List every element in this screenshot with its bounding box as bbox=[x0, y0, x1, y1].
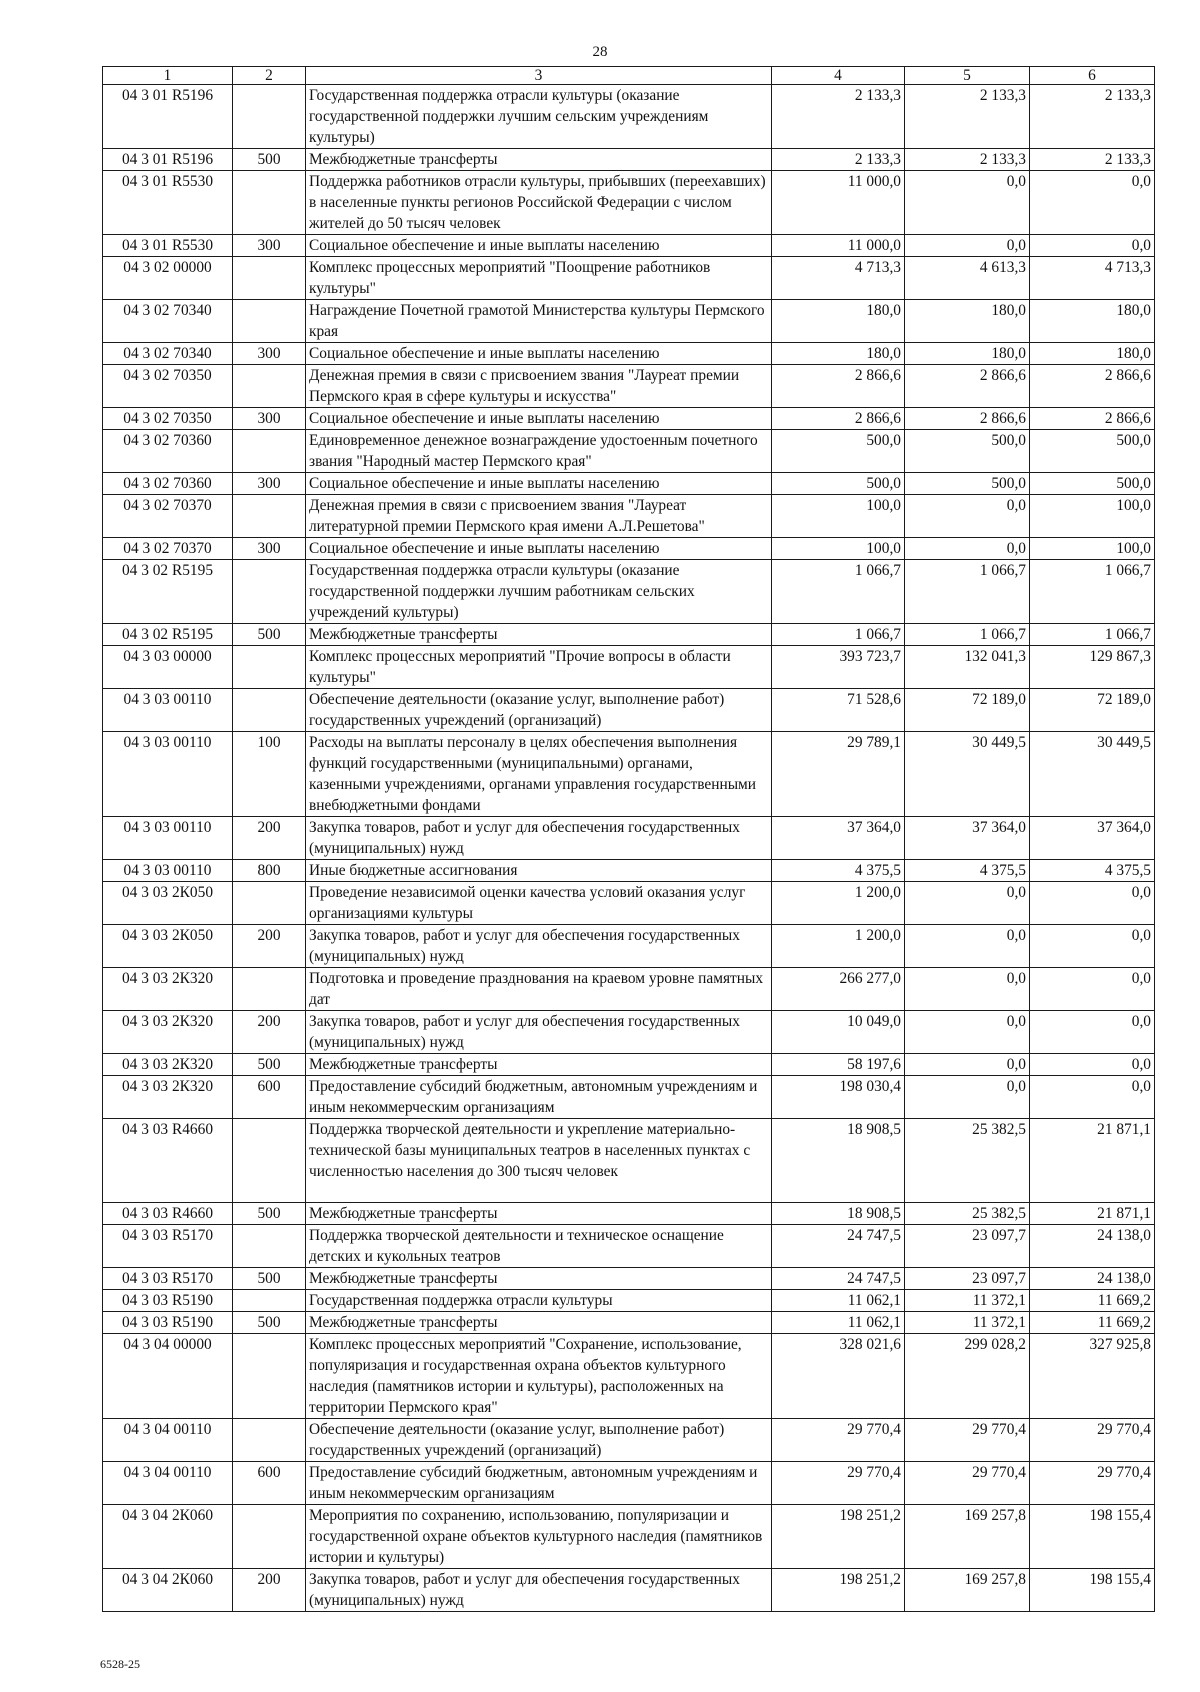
row-value-col-6: 0,0 bbox=[1030, 171, 1155, 235]
row-name: Межбюджетные трансферты bbox=[306, 624, 772, 646]
header-col-5: 5 bbox=[905, 67, 1030, 85]
header-col-4: 4 bbox=[772, 67, 905, 85]
row-code: 04 3 03 R4660 bbox=[103, 1119, 233, 1203]
budget-table bbox=[102, 66, 1155, 1612]
row-expense-type: 200 bbox=[233, 925, 306, 968]
row-value-col-5: 23 097,7 bbox=[905, 1268, 1030, 1290]
row-code: 04 3 02 70350 bbox=[103, 408, 233, 430]
table-row bbox=[103, 560, 1155, 624]
row-value-col-5: 0,0 bbox=[905, 1011, 1030, 1054]
row-code: 04 3 04 00110 bbox=[103, 1419, 233, 1462]
row-expense-type: 200 bbox=[233, 817, 306, 860]
row-name: Награждение Почетной грамотой Министерства культуры Пермского края bbox=[306, 300, 772, 343]
row-value-col-4: 2 866,6 bbox=[772, 365, 905, 408]
row-value-col-5: 0,0 bbox=[905, 882, 1030, 925]
row-value-col-5: 180,0 bbox=[905, 343, 1030, 365]
table-row bbox=[103, 968, 1155, 1011]
table-row bbox=[103, 473, 1155, 495]
row-value-col-6: 0,0 bbox=[1030, 882, 1155, 925]
row-code: 04 3 02 00000 bbox=[103, 257, 233, 300]
row-code: 04 3 03 00110 bbox=[103, 689, 233, 732]
row-expense-type: 300 bbox=[233, 408, 306, 430]
row-name: Закупка товаров, работ и услуг для обеспечения государственных (муниципальных) нужд bbox=[306, 1011, 772, 1054]
row-code: 04 3 01 R5530 bbox=[103, 171, 233, 235]
row-code: 04 3 01 R5196 bbox=[103, 149, 233, 171]
row-value-col-5: 11 372,1 bbox=[905, 1290, 1030, 1312]
row-value-col-5: 169 257,8 bbox=[905, 1505, 1030, 1569]
row-value-col-6: 180,0 bbox=[1030, 300, 1155, 343]
table-row bbox=[103, 85, 1155, 149]
row-value-col-6: 0,0 bbox=[1030, 235, 1155, 257]
row-name: Единовременное денежное вознаграждение удостоенным почетного звания "Народный мастер Пермского края" bbox=[306, 430, 772, 473]
table-row bbox=[103, 1290, 1155, 1312]
row-code: 04 3 03 2К320 bbox=[103, 1054, 233, 1076]
row-value-col-4: 4 713,3 bbox=[772, 257, 905, 300]
row-name: Иные бюджетные ассигнования bbox=[306, 860, 772, 882]
row-code: 04 3 04 2К060 bbox=[103, 1569, 233, 1612]
row-value-col-5: 0,0 bbox=[905, 1054, 1030, 1076]
row-name: Мероприятия по сохранению, использованию, популяризации и государственной охране объектов культурного наследия (памятников истории и культуры) bbox=[306, 1505, 772, 1569]
row-value-col-6: 0,0 bbox=[1030, 1054, 1155, 1076]
row-expense-type bbox=[233, 1334, 306, 1419]
row-value-col-5: 23 097,7 bbox=[905, 1225, 1030, 1268]
row-expense-type bbox=[233, 1119, 306, 1203]
row-value-col-4: 10 049,0 bbox=[772, 1011, 905, 1054]
row-value-col-4: 198 251,2 bbox=[772, 1505, 905, 1569]
row-value-col-6: 2 133,3 bbox=[1030, 85, 1155, 149]
row-expense-type bbox=[233, 171, 306, 235]
table-row bbox=[103, 538, 1155, 560]
row-value-col-5: 25 382,5 bbox=[905, 1119, 1030, 1203]
row-value-col-5: 11 372,1 bbox=[905, 1312, 1030, 1334]
row-value-col-5: 2 866,6 bbox=[905, 365, 1030, 408]
table-row bbox=[103, 882, 1155, 925]
row-code: 04 3 02 R5195 bbox=[103, 624, 233, 646]
row-expense-type bbox=[233, 300, 306, 343]
row-name: Межбюджетные трансферты bbox=[306, 1268, 772, 1290]
document-footer-code: 6528-25 bbox=[100, 1657, 140, 1671]
row-expense-type bbox=[233, 560, 306, 624]
row-value-col-6: 2 866,6 bbox=[1030, 365, 1155, 408]
row-value-col-6: 30 449,5 bbox=[1030, 732, 1155, 817]
row-value-col-6: 100,0 bbox=[1030, 495, 1155, 538]
row-value-col-4: 4 375,5 bbox=[772, 860, 905, 882]
row-value-col-5: 0,0 bbox=[905, 538, 1030, 560]
header-col-2: 2 bbox=[233, 67, 306, 85]
row-code: 04 3 03 2К320 bbox=[103, 1011, 233, 1054]
row-expense-type: 600 bbox=[233, 1462, 306, 1505]
row-code: 04 3 03 00110 bbox=[103, 817, 233, 860]
row-value-col-6: 29 770,4 bbox=[1030, 1419, 1155, 1462]
row-code: 04 3 03 R5190 bbox=[103, 1312, 233, 1334]
row-value-col-6: 198 155,4 bbox=[1030, 1505, 1155, 1569]
row-code: 04 3 02 70350 bbox=[103, 365, 233, 408]
row-name: Комплекс процессных мероприятий "Поощрение работников культуры" bbox=[306, 257, 772, 300]
row-code: 04 3 02 70340 bbox=[103, 300, 233, 343]
row-name: Социальное обеспечение и иные выплаты населению bbox=[306, 343, 772, 365]
row-value-col-5: 132 041,3 bbox=[905, 646, 1030, 689]
row-name: Государственная поддержка отрасли культуры (оказание государственной поддержки лучшим сельским учреждениям культуры) bbox=[306, 85, 772, 149]
row-value-col-4: 11 000,0 bbox=[772, 235, 905, 257]
row-name: Подготовка и проведение празднования на краевом уровне памятных дат bbox=[306, 968, 772, 1011]
row-value-col-6: 11 669,2 bbox=[1030, 1312, 1155, 1334]
row-code: 04 3 03 00110 bbox=[103, 732, 233, 817]
row-name: Поддержка творческой деятельности и укрепление материально-технической базы муниципальных театров в населенных пунктах с численностью населения до 300 тысяч человек bbox=[306, 1119, 772, 1203]
row-value-col-6: 500,0 bbox=[1030, 430, 1155, 473]
row-expense-type bbox=[233, 882, 306, 925]
row-value-col-6: 198 155,4 bbox=[1030, 1569, 1155, 1612]
row-name: Расходы на выплаты персоналу в целях обеспечения выполнения функций государственными (муниципальными) органами, казенными учреждениями, органами управления государственными внебюджетными фондами bbox=[306, 732, 772, 817]
table-row bbox=[103, 1054, 1155, 1076]
row-code: 04 3 04 2К060 bbox=[103, 1505, 233, 1569]
table-row bbox=[103, 408, 1155, 430]
row-expense-type: 500 bbox=[233, 1203, 306, 1225]
table-row bbox=[103, 1419, 1155, 1462]
row-code: 04 3 03 R5190 bbox=[103, 1290, 233, 1312]
row-code: 04 3 02 70360 bbox=[103, 473, 233, 495]
row-name: Социальное обеспечение и иные выплаты населению bbox=[306, 408, 772, 430]
row-value-col-4: 11 000,0 bbox=[772, 171, 905, 235]
table-row bbox=[103, 732, 1155, 817]
row-expense-type bbox=[233, 257, 306, 300]
row-value-col-6: 180,0 bbox=[1030, 343, 1155, 365]
row-name: Денежная премия в связи с присвоением звания "Лауреат премии Пермского края в сфере культуры и искусства" bbox=[306, 365, 772, 408]
row-value-col-5: 72 189,0 bbox=[905, 689, 1030, 732]
table-row bbox=[103, 646, 1155, 689]
row-code: 04 3 01 R5530 bbox=[103, 235, 233, 257]
row-name: Денежная премия в связи с присвоением звания "Лауреат литературной премии Пермского края имени А.Л.Решетова" bbox=[306, 495, 772, 538]
page-number: 28 bbox=[592, 44, 608, 60]
table-row bbox=[103, 1203, 1155, 1225]
row-code: 04 3 04 00000 bbox=[103, 1334, 233, 1419]
row-expense-type: 500 bbox=[233, 624, 306, 646]
table-row bbox=[103, 1119, 1155, 1203]
row-value-col-4: 266 277,0 bbox=[772, 968, 905, 1011]
row-code: 04 3 03 00110 bbox=[103, 860, 233, 882]
row-value-col-4: 100,0 bbox=[772, 538, 905, 560]
row-value-col-5: 4 375,5 bbox=[905, 860, 1030, 882]
row-code: 04 3 03 R5170 bbox=[103, 1225, 233, 1268]
row-expense-type: 800 bbox=[233, 860, 306, 882]
row-code: 04 3 03 2К050 bbox=[103, 925, 233, 968]
row-name: Государственная поддержка отрасли культуры bbox=[306, 1290, 772, 1312]
row-expense-type bbox=[233, 968, 306, 1011]
row-value-col-6: 100,0 bbox=[1030, 538, 1155, 560]
row-value-col-5: 2 133,3 bbox=[905, 149, 1030, 171]
row-value-col-5: 2 133,3 bbox=[905, 85, 1030, 149]
row-value-col-5: 29 770,4 bbox=[905, 1419, 1030, 1462]
table-row bbox=[103, 1225, 1155, 1268]
row-name: Предоставление субсидий бюджетным, автономным учреждениям и иным некоммерческим организациям bbox=[306, 1076, 772, 1119]
row-value-col-5: 0,0 bbox=[905, 171, 1030, 235]
table-row bbox=[103, 1268, 1155, 1290]
row-value-col-6: 0,0 bbox=[1030, 968, 1155, 1011]
row-value-col-4: 180,0 bbox=[772, 300, 905, 343]
row-value-col-4: 1 200,0 bbox=[772, 882, 905, 925]
row-value-col-5: 169 257,8 bbox=[905, 1569, 1030, 1612]
row-expense-type bbox=[233, 365, 306, 408]
row-value-col-6: 4 375,5 bbox=[1030, 860, 1155, 882]
row-value-col-4: 180,0 bbox=[772, 343, 905, 365]
table-row bbox=[103, 149, 1155, 171]
row-value-col-4: 11 062,1 bbox=[772, 1290, 905, 1312]
table-row bbox=[103, 343, 1155, 365]
row-value-col-4: 71 528,6 bbox=[772, 689, 905, 732]
row-expense-type: 500 bbox=[233, 149, 306, 171]
row-expense-type bbox=[233, 689, 306, 732]
row-value-col-4: 500,0 bbox=[772, 473, 905, 495]
row-value-col-5: 4 613,3 bbox=[905, 257, 1030, 300]
row-value-col-4: 1 066,7 bbox=[772, 624, 905, 646]
row-value-col-4: 24 747,5 bbox=[772, 1225, 905, 1268]
row-value-col-4: 198 030,4 bbox=[772, 1076, 905, 1119]
row-code: 04 3 02 70360 bbox=[103, 430, 233, 473]
row-expense-type: 300 bbox=[233, 343, 306, 365]
row-code: 04 3 04 00110 bbox=[103, 1462, 233, 1505]
row-expense-type bbox=[233, 85, 306, 149]
row-value-col-5: 0,0 bbox=[905, 495, 1030, 538]
row-value-col-4: 1 200,0 bbox=[772, 925, 905, 968]
row-name: Социальное обеспечение и иные выплаты населению bbox=[306, 538, 772, 560]
row-value-col-5: 299 028,2 bbox=[905, 1334, 1030, 1419]
row-value-col-6: 1 066,7 bbox=[1030, 624, 1155, 646]
row-value-col-6: 2 133,3 bbox=[1030, 149, 1155, 171]
row-value-col-5: 0,0 bbox=[905, 1076, 1030, 1119]
row-name: Межбюджетные трансферты bbox=[306, 1054, 772, 1076]
row-expense-type: 600 bbox=[233, 1076, 306, 1119]
row-value-col-6: 24 138,0 bbox=[1030, 1225, 1155, 1268]
row-value-col-5: 29 770,4 bbox=[905, 1462, 1030, 1505]
table-row bbox=[103, 860, 1155, 882]
row-code: 04 3 02 70340 bbox=[103, 343, 233, 365]
row-code: 04 3 02 70370 bbox=[103, 538, 233, 560]
row-expense-type: 200 bbox=[233, 1011, 306, 1054]
table-body bbox=[103, 85, 1155, 1612]
row-name: Поддержка работников отрасли культуры, прибывших (переехавших) в населенные пункты регионов Российской Федерации с числом жителей до 50 тысяч человек bbox=[306, 171, 772, 235]
row-expense-type bbox=[233, 430, 306, 473]
table-header-row bbox=[103, 67, 1155, 85]
row-code: 04 3 02 R5195 bbox=[103, 560, 233, 624]
row-value-col-5: 37 364,0 bbox=[905, 817, 1030, 860]
row-value-col-4: 393 723,7 bbox=[772, 646, 905, 689]
table-row bbox=[103, 1462, 1155, 1505]
row-value-col-5: 0,0 bbox=[905, 968, 1030, 1011]
row-name: Обеспечение деятельности (оказание услуг, выполнение работ) государственных учреждений (организаций) bbox=[306, 1419, 772, 1462]
table-row bbox=[103, 925, 1155, 968]
row-value-col-6: 29 770,4 bbox=[1030, 1462, 1155, 1505]
row-name: Государственная поддержка отрасли культуры (оказание государственной поддержки лучшим работникам сельских учреждений культуры) bbox=[306, 560, 772, 624]
table-row bbox=[103, 495, 1155, 538]
row-expense-type bbox=[233, 1505, 306, 1569]
row-value-col-4: 500,0 bbox=[772, 430, 905, 473]
row-value-col-5: 25 382,5 bbox=[905, 1203, 1030, 1225]
row-value-col-6: 500,0 bbox=[1030, 473, 1155, 495]
row-name: Социальное обеспечение и иные выплаты населению bbox=[306, 473, 772, 495]
row-value-col-4: 1 066,7 bbox=[772, 560, 905, 624]
row-expense-type: 300 bbox=[233, 538, 306, 560]
row-value-col-6: 0,0 bbox=[1030, 925, 1155, 968]
row-value-col-4: 18 908,5 bbox=[772, 1119, 905, 1203]
row-value-col-4: 100,0 bbox=[772, 495, 905, 538]
table-row bbox=[103, 1505, 1155, 1569]
row-code: 04 3 03 R4660 bbox=[103, 1203, 233, 1225]
row-value-col-4: 29 789,1 bbox=[772, 732, 905, 817]
row-value-col-4: 2 133,3 bbox=[772, 85, 905, 149]
row-code: 04 3 03 2К320 bbox=[103, 1076, 233, 1119]
table-row bbox=[103, 624, 1155, 646]
row-value-col-6: 1 066,7 bbox=[1030, 560, 1155, 624]
table-row bbox=[103, 1569, 1155, 1612]
row-value-col-5: 1 066,7 bbox=[905, 624, 1030, 646]
row-value-col-6: 21 871,1 bbox=[1030, 1119, 1155, 1203]
row-value-col-6: 11 669,2 bbox=[1030, 1290, 1155, 1312]
table-row bbox=[103, 1011, 1155, 1054]
row-name: Поддержка творческой деятельности и техническое оснащение детских и кукольных театров bbox=[306, 1225, 772, 1268]
row-value-col-6: 2 866,6 bbox=[1030, 408, 1155, 430]
row-value-col-4: 198 251,2 bbox=[772, 1569, 905, 1612]
table-row bbox=[103, 171, 1155, 235]
table-row bbox=[103, 1076, 1155, 1119]
row-name: Проведение независимой оценки качества условий оказания услуг организациями культуры bbox=[306, 882, 772, 925]
row-value-col-4: 24 747,5 bbox=[772, 1268, 905, 1290]
row-value-col-4: 11 062,1 bbox=[772, 1312, 905, 1334]
row-name: Предоставление субсидий бюджетным, автономным учреждениям и иным некоммерческим организациям bbox=[306, 1462, 772, 1505]
table-row bbox=[103, 689, 1155, 732]
header-col-1: 1 bbox=[103, 67, 233, 85]
row-value-col-6: 24 138,0 bbox=[1030, 1268, 1155, 1290]
row-code: 04 3 03 2К050 bbox=[103, 882, 233, 925]
row-value-col-4: 29 770,4 bbox=[772, 1462, 905, 1505]
row-expense-type bbox=[233, 1290, 306, 1312]
row-name: Закупка товаров, работ и услуг для обеспечения государственных (муниципальных) нужд bbox=[306, 817, 772, 860]
row-value-col-4: 2 866,6 bbox=[772, 408, 905, 430]
row-value-col-4: 328 021,6 bbox=[772, 1334, 905, 1419]
row-expense-type bbox=[233, 1225, 306, 1268]
row-name: Закупка товаров, работ и услуг для обеспечения государственных (муниципальных) нужд bbox=[306, 925, 772, 968]
row-name: Межбюджетные трансферты bbox=[306, 149, 772, 171]
row-expense-type: 500 bbox=[233, 1312, 306, 1334]
table-row bbox=[103, 430, 1155, 473]
row-value-col-4: 37 364,0 bbox=[772, 817, 905, 860]
row-name: Обеспечение деятельности (оказание услуг, выполнение работ) государственных учреждений (организаций) bbox=[306, 689, 772, 732]
row-code: 04 3 03 00000 bbox=[103, 646, 233, 689]
table-row bbox=[103, 235, 1155, 257]
row-value-col-4: 29 770,4 bbox=[772, 1419, 905, 1462]
row-value-col-6: 129 867,3 bbox=[1030, 646, 1155, 689]
row-expense-type: 100 bbox=[233, 732, 306, 817]
row-value-col-6: 72 189,0 bbox=[1030, 689, 1155, 732]
row-name: Межбюджетные трансферты bbox=[306, 1312, 772, 1334]
row-value-col-5: 180,0 bbox=[905, 300, 1030, 343]
row-value-col-6: 0,0 bbox=[1030, 1011, 1155, 1054]
row-name: Социальное обеспечение и иные выплаты населению bbox=[306, 235, 772, 257]
row-expense-type: 300 bbox=[233, 473, 306, 495]
row-value-col-5: 0,0 bbox=[905, 925, 1030, 968]
row-value-col-4: 18 908,5 bbox=[772, 1203, 905, 1225]
row-value-col-5: 500,0 bbox=[905, 430, 1030, 473]
row-value-col-5: 500,0 bbox=[905, 473, 1030, 495]
row-expense-type bbox=[233, 646, 306, 689]
row-value-col-5: 1 066,7 bbox=[905, 560, 1030, 624]
row-expense-type bbox=[233, 1419, 306, 1462]
row-name: Межбюджетные трансферты bbox=[306, 1203, 772, 1225]
row-value-col-4: 58 197,6 bbox=[772, 1054, 905, 1076]
row-code: 04 3 02 70370 bbox=[103, 495, 233, 538]
row-value-col-6: 0,0 bbox=[1030, 1076, 1155, 1119]
row-expense-type: 300 bbox=[233, 235, 306, 257]
row-name: Комплекс процессных мероприятий "Сохранение, использование, популяризация и государственная охрана объектов культурного наследия (памятников истории и культуры), расположенных на территории Пермского края" bbox=[306, 1334, 772, 1419]
row-code: 04 3 01 R5196 bbox=[103, 85, 233, 149]
row-value-col-4: 2 133,3 bbox=[772, 149, 905, 171]
row-name: Закупка товаров, работ и услуг для обеспечения государственных (муниципальных) нужд bbox=[306, 1569, 772, 1612]
row-code: 04 3 03 2К320 bbox=[103, 968, 233, 1011]
row-expense-type: 500 bbox=[233, 1268, 306, 1290]
table-row bbox=[103, 257, 1155, 300]
row-code: 04 3 03 R5170 bbox=[103, 1268, 233, 1290]
table-row bbox=[103, 817, 1155, 860]
table-row bbox=[103, 1312, 1155, 1334]
header-col-3: 3 bbox=[306, 67, 772, 85]
row-value-col-6: 37 364,0 bbox=[1030, 817, 1155, 860]
header-col-6: 6 bbox=[1030, 67, 1155, 85]
row-value-col-5: 0,0 bbox=[905, 235, 1030, 257]
table-row bbox=[103, 365, 1155, 408]
row-value-col-6: 4 713,3 bbox=[1030, 257, 1155, 300]
table-row bbox=[103, 300, 1155, 343]
row-expense-type: 500 bbox=[233, 1054, 306, 1076]
row-value-col-6: 327 925,8 bbox=[1030, 1334, 1155, 1419]
row-value-col-6: 21 871,1 bbox=[1030, 1203, 1155, 1225]
row-value-col-5: 2 866,6 bbox=[905, 408, 1030, 430]
row-expense-type bbox=[233, 495, 306, 538]
row-name: Комплекс процессных мероприятий "Прочие вопросы в области культуры" bbox=[306, 646, 772, 689]
row-value-col-5: 30 449,5 bbox=[905, 732, 1030, 817]
table-row bbox=[103, 1334, 1155, 1419]
row-expense-type: 200 bbox=[233, 1569, 306, 1612]
